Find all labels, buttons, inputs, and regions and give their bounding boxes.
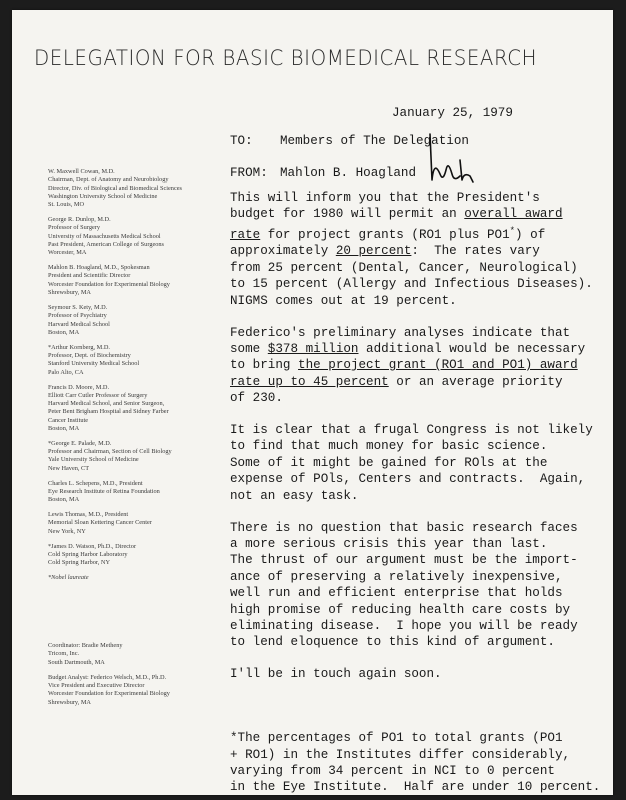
body-line [230,422,600,438]
body-text-run: This will inform you that the President's [230,191,540,205]
underlined-text: overall award [464,207,563,222]
member-detail: Elliott Carr Cutler Professor of Surgery [48,391,148,399]
member-detail: Past President, American College of Surgeons [48,240,165,248]
from-line [230,166,416,180]
member-detail: Chairman, Dept. of Anatomy and Neurobiology [48,176,169,184]
underlined-text: $378 million [267,341,359,356]
member-detail: Shrewsbury, MA [48,289,91,297]
body-text-run: approximately [230,244,336,259]
body-text-run: well run and efficient enterprise that holds [230,586,563,601]
member-detail: Eye Research Institute of Retina Foundation [48,487,160,495]
member-detail: Boston, MA [48,424,80,432]
body-line [230,455,600,471]
body-text-run: I'll be in touch again soon. [230,667,442,682]
member-name: Mahlon B. Hoagland, M.D., Spokesman [48,264,150,272]
body-text-run: ance of preserving a relatively inexpensive, [230,569,563,584]
member-name: W. Maxwell Cowan, M.D. [48,168,115,175]
staff-list [48,642,228,714]
body-line [230,357,600,373]
body-text-run: Some of it might be gained for ROls at the [230,455,548,470]
body-paragraph [230,325,600,407]
member-detail: St. Louis, MO [48,201,85,209]
to-label: TO: [230,134,253,148]
member-detail: New Haven, CT [48,464,90,472]
member-detail: President and Scientific Director [48,272,131,280]
member-entry [48,480,218,505]
body-text-run: ) of [515,228,546,242]
member-detail: Professor of Psychiatry [48,312,107,320]
from-value: Mahlon B. Hoagland [280,166,417,180]
body-line [230,602,600,618]
budget_analyst-line: Shrewsbury, MA [48,698,91,706]
body-text-run: *The percentages of PO1 to total grants (PO1 [230,731,563,746]
body-text-run: to lend eloquence to this kind of argument. [230,635,555,650]
body-line [230,569,600,585]
underlined-text: rate up to 45 percent [230,374,389,389]
member-name: Lewis Thomas, M.D., President [48,511,129,519]
body-line [230,666,600,682]
body-text-run: high promise of reducing health care costs by [230,602,571,617]
body-text-run: + RO1) in the Institutes differ considerably, [230,747,571,762]
body-line [230,374,600,390]
member-name: *James D. Watson, Ph.D., Director [48,542,137,550]
body-text-run: varying from 34 percent in NCI to 0 percent [230,763,555,778]
budget-analyst-block [48,674,228,707]
letterhead-title: DELEGATION FOR BASIC BIOMEDICAL RESEARCH [34,46,538,71]
member-detail: Yale University School of Medicine [48,456,139,464]
body-paragraph [230,190,600,309]
member-entry [48,344,218,377]
member-detail: Boston, MA [48,328,80,336]
body-line [230,206,600,222]
member-detail: Professor and Chairman, Section of Cell Biology [48,448,172,456]
underlined-text: rate [230,228,261,242]
member-detail: Boston, MA [48,496,80,504]
to-value: Members of The Delegation [280,134,469,148]
body-text-run: not an easy task. [230,488,359,503]
body-line [230,536,600,552]
from-label: FROM: [230,166,268,180]
body-text-run: It is clear that a frugal Congress is not likely [230,423,593,438]
body-line [230,276,600,292]
body-paragraph [230,520,600,651]
body-line [230,585,600,601]
member-name: Charles L. Schepens, M.D., President [48,479,143,487]
member-detail: Stanford University Medical School [48,360,140,368]
member-detail: Cold Spring Harbor Laboratory [48,550,128,558]
body-text-run: to bring [230,358,299,373]
member-detail: Professor of Surgery [48,224,101,232]
body-line [230,325,600,341]
body-line [230,552,600,568]
coordinator-line: Coordinator: Bradie Metheny [48,642,123,649]
underlined-text: 20 percent [335,244,412,259]
body-line [230,471,600,487]
body-text-run [230,699,238,713]
body-text-run: in the Eye Institute. Half are under 10 percent. [230,780,601,795]
member-name: George R. Dunlop, M.D. [48,216,111,224]
body-text-run: for project grants (RO1 plus PO1 [260,228,510,242]
member-detail: Peter Bent Brigham Hospital and Sidney Farber [48,408,169,416]
body-paragraph [230,730,600,795]
body-text-run: from 25 percent (Dental, Cancer, Neurological) [230,260,578,275]
budget_analyst-line: Budget Analyst: Federico Welsch, M.D., Ph.D. [48,673,167,681]
body-text-run: additional would be necessary [358,341,586,356]
budget_analyst-line: Vice President and Executive Director [48,682,145,690]
member-detail: Cold Spring Harbor, NY [48,559,111,567]
body-line [230,293,600,309]
member-name: *Arthur Kornberg, M.D. [48,343,110,351]
letter-body [230,190,600,795]
member-detail: Director, Div. of Biological and Biomedical Sciences [48,184,182,192]
delegation-member-list [48,168,218,582]
underlined-text: the project grant (RO1 and PO1) award [298,358,578,373]
member-name: Francis D. Moore, M.D. [48,383,110,391]
member-entry [48,384,218,434]
body-line [230,779,600,795]
member-entry [48,511,218,536]
member-detail: Harvard Medical School [48,320,110,328]
body-text-run: budget for 1980 will permit an [230,207,465,222]
member-entry [48,168,218,209]
body-text-run: to find that much money for basic science. [230,439,548,454]
coordinator-line: Tricom, Inc. [48,650,80,658]
body-line [230,438,600,454]
body-text-run: to 15 percent (Allergy and Infectious Diseases). [230,277,593,292]
member-name: Seymour S. Kety, M.D. [48,303,108,311]
member-entry [48,264,218,297]
body-line [230,390,600,406]
member-detail: Washington University School of Medicine [48,192,158,200]
member-detail: Professor, Dept. of Biochemistry [48,352,131,360]
letter-date: January 25, 1979 [392,106,513,120]
body-line [230,520,600,536]
body-text-run: a more serious crisis this year than last. [230,537,548,551]
body-line [230,341,600,357]
body-text-run: eliminating disease. I hope you will be ready [230,619,578,634]
member-entry [48,304,218,337]
body-line [230,698,600,714]
member-detail: New York, NY [48,527,86,535]
body-line [230,634,600,650]
body-paragraph [230,698,600,714]
body-text-run: NIGMS comes out at 19 percent. [230,293,457,308]
coordinator-line: South Dartmouth, MA [48,658,105,666]
body-text-run: : The rates vary [411,244,540,259]
member-detail: Harvard Medical School, and Senior Surgeon, [48,400,165,408]
body-text-run: * [509,225,516,236]
letter-page [12,10,613,795]
member-detail: Memorial Sloan Kettering Cancer Center [48,519,152,527]
body-line [230,190,600,206]
member-detail: University of Massachusetts Medical School [48,232,161,240]
signature-initials [416,130,476,192]
body-text-run: Federico's preliminary analyses indicate that [230,325,571,340]
member-detail: Palo Alto, CA [48,368,84,376]
coordinator-block [48,642,228,667]
body-line [230,763,600,779]
body-paragraph [230,666,600,682]
nobel-note: *Nobel laureate [48,574,89,582]
member-detail: Worcester, MA [48,249,87,257]
member-detail: Worcester Foundation for Experimental Biology [48,280,170,288]
member-name: *George E. Palade, M.D. [48,439,112,447]
body-text-run: of 230. [230,391,283,406]
body-text-run: There is no question that basic research faces [230,520,578,535]
member-detail: Cancer Institute [48,416,89,424]
budget_analyst-line: Worcester Foundation for Experimental Biology [48,690,170,698]
body-text-run: or an average priority [388,374,563,389]
member-entry [48,216,218,257]
body-line [230,223,600,244]
body-line [230,260,600,276]
body-line [230,243,600,259]
body-line [230,488,600,504]
body-text-run: The thrust of our argument must be the import- [230,553,578,568]
member-entry [48,543,218,568]
body-text-run: some [230,341,268,356]
body-line [230,747,600,763]
body-text-run: expense of POls, Centers and contracts. Again, [230,472,586,487]
body-paragraph [230,422,600,504]
body-line [230,730,600,746]
member-entry [48,440,218,473]
body-line [230,618,600,634]
